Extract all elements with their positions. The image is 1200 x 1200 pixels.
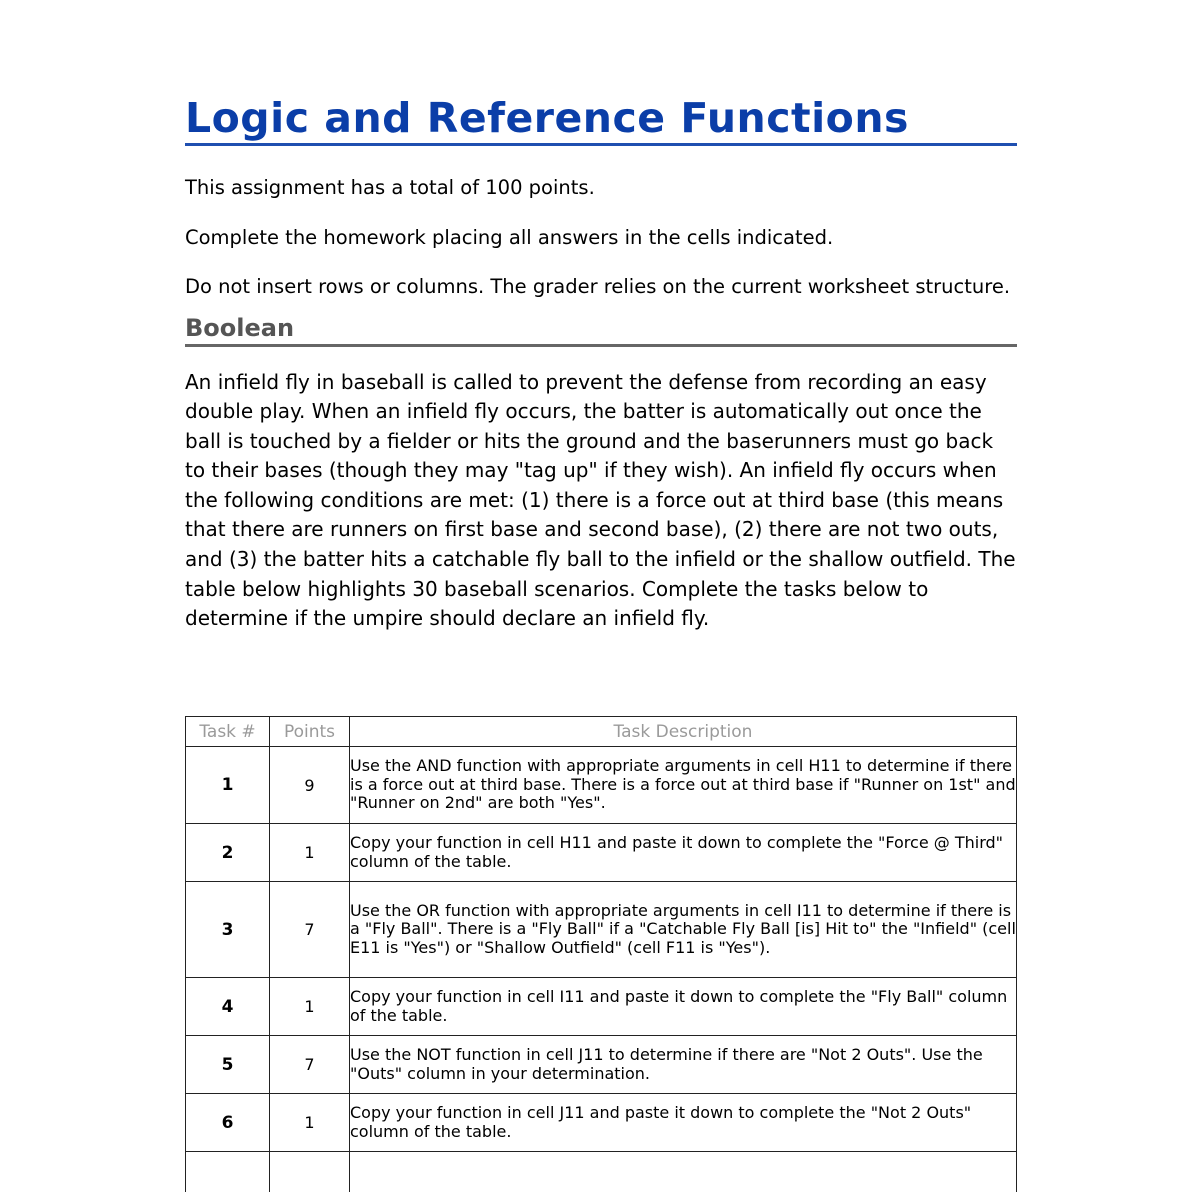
- task-description: Use the OR function with appropriate arguments in cell I11 to determine if there is a "Fly Ball". There is a "Fly Ball" if a "Catchable Fly Ball [is] Hit to" the "Infield" (cell E11 is "Yes") or "Shallow Outfield" (cell F11 is "Yes").: [350, 882, 1017, 978]
- page-title: Logic and Reference Functions: [185, 96, 1017, 146]
- header-description: Task Description: [350, 717, 1017, 747]
- intro-warning: Do not insert rows or columns. The grader relies on the current worksheet structure.: [185, 275, 1011, 298]
- task-description: Copy your function in cell J11 and paste it down to complete the "Not 2 Outs" column of the table.: [350, 1094, 1017, 1152]
- task-number: 5: [186, 1036, 270, 1094]
- task-points: 9: [270, 747, 350, 824]
- task-table: [185, 716, 1017, 1192]
- stub-cell: [350, 1152, 1017, 1193]
- table-row: [186, 747, 1017, 824]
- task-description: Copy your function in cell H11 and paste it down to complete the "Force @ Third" column of the table.: [350, 824, 1017, 882]
- task-points: 7: [270, 882, 350, 978]
- header-task-number: Task #: [186, 717, 270, 747]
- task-description: Use the AND function with appropriate arguments in cell H11 to determine if there is a force out at third base. There is a force out at third base if "Runner on 1st" and "Runner on 2nd" are both "Yes".: [350, 747, 1017, 824]
- section-heading: Boolean: [185, 316, 1017, 347]
- task-points: 1: [270, 824, 350, 882]
- task-number: 3: [186, 882, 270, 978]
- table-row-continued: [186, 1152, 1017, 1193]
- task-points: 7: [270, 1036, 350, 1094]
- task-number: 4: [186, 978, 270, 1036]
- task-number: 2: [186, 824, 270, 882]
- stub-cell: [270, 1152, 350, 1193]
- table-row: [186, 824, 1017, 882]
- intro-instructions: Complete the homework placing all answers in the cells indicated.: [185, 225, 834, 249]
- task-number: 6: [186, 1094, 270, 1152]
- table-row: [186, 1094, 1017, 1152]
- table-row: [186, 1036, 1017, 1094]
- stub-cell: [186, 1152, 270, 1193]
- section-body: An infield fly in baseball is called to prevent the defense from recording an easy double play. When an infield fly occurs, the batter is automatically out once the ball is touched by a fielder or hits the ground and the baserunners must go back to their bases (though they may "tag up" if they wish). An infield fly occurs when the following conditions are met: (1) there is a force out at third base (this means that there are runners on first base and second base), (2) there are not two outs, and (3) the batter hits a catchable fly ball to the infield or the shallow outfield. The table below highlights 30 baseball scenarios. Complete the tasks below to determine if the umpire should declare an infield fly.: [185, 369, 1016, 631]
- task-number: 1: [186, 747, 270, 824]
- task-description: Use the NOT function in cell J11 to determine if there are "Not 2 Outs". Use the "Outs" column in your determination.: [350, 1036, 1017, 1094]
- task-points: 1: [270, 978, 350, 1036]
- header-points: Points: [270, 717, 350, 747]
- table-header-row: [186, 717, 1017, 747]
- table-row: [186, 882, 1017, 978]
- intro-points: This assignment has a total of 100 points.: [185, 176, 595, 199]
- task-description: Copy your function in cell I11 and paste it down to complete the "Fly Ball" column of the table.: [350, 978, 1017, 1036]
- task-points: 1: [270, 1094, 350, 1152]
- document-page: [185, 96, 1017, 634]
- table-row: [186, 978, 1017, 1036]
